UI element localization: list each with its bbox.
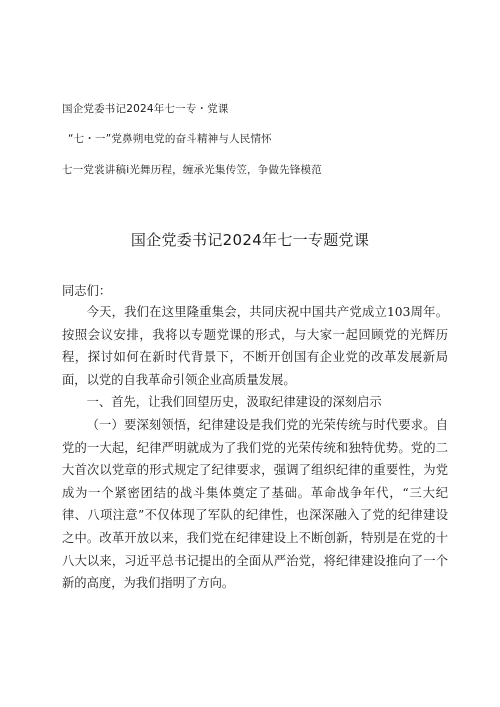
salutation: 同志们： [62, 284, 112, 298]
section-heading-1: 一、首先，让我们回望历史，汲取纪律建设的深刻启示 [86, 395, 382, 409]
paragraph-opening: 今天，我们在这里隆重集会，共同庆祝中国共产党成立103周年。按照会议安排，我将以专题党课的形式，与大家一起回顾党的光辉历程，探讨如何在新时代背景下，不断开创国有企业党的改革发展新局面，以党的自我革命引领企业高质量发展。 [62, 305, 448, 387]
header-line-1: 国企党委书记2024年七一专・党课 [62, 103, 229, 115]
header-line-3: 七一党裳讲稿i光舞历程，缠承光集传笠，争做先锋模范 [62, 164, 322, 176]
document-title: 国企党委书记2024年七一专题党课 [130, 231, 370, 249]
paragraph-discipline: （一）要深刻领悟，纪律建设是我们党的光荣传统与时代要求。自党的一大起，纪律严明就成为了我们党的光荣传统和独特优势。党的二大首次以党章的形式规定了纪律要求，强调了组织纪律的重要性，为党成为一个紧密团结的战斗集体奠定了基础。革命战争年代，“三大纪律、八项注意”不仅体现了军队的纪律性，也深深融入了党的纪律建设之中。改革开放以来，我们党在纪律建设上不断创新，特别是在党的十八大以来，习近平总书记提出的全面从严治党，将纪律建设推向了一个新的高度，为我们指明了方向。 [62, 418, 448, 591]
header-line-2: “七・一”党鼻朔电党的奋斗精神与人民情怀 [68, 133, 272, 145]
